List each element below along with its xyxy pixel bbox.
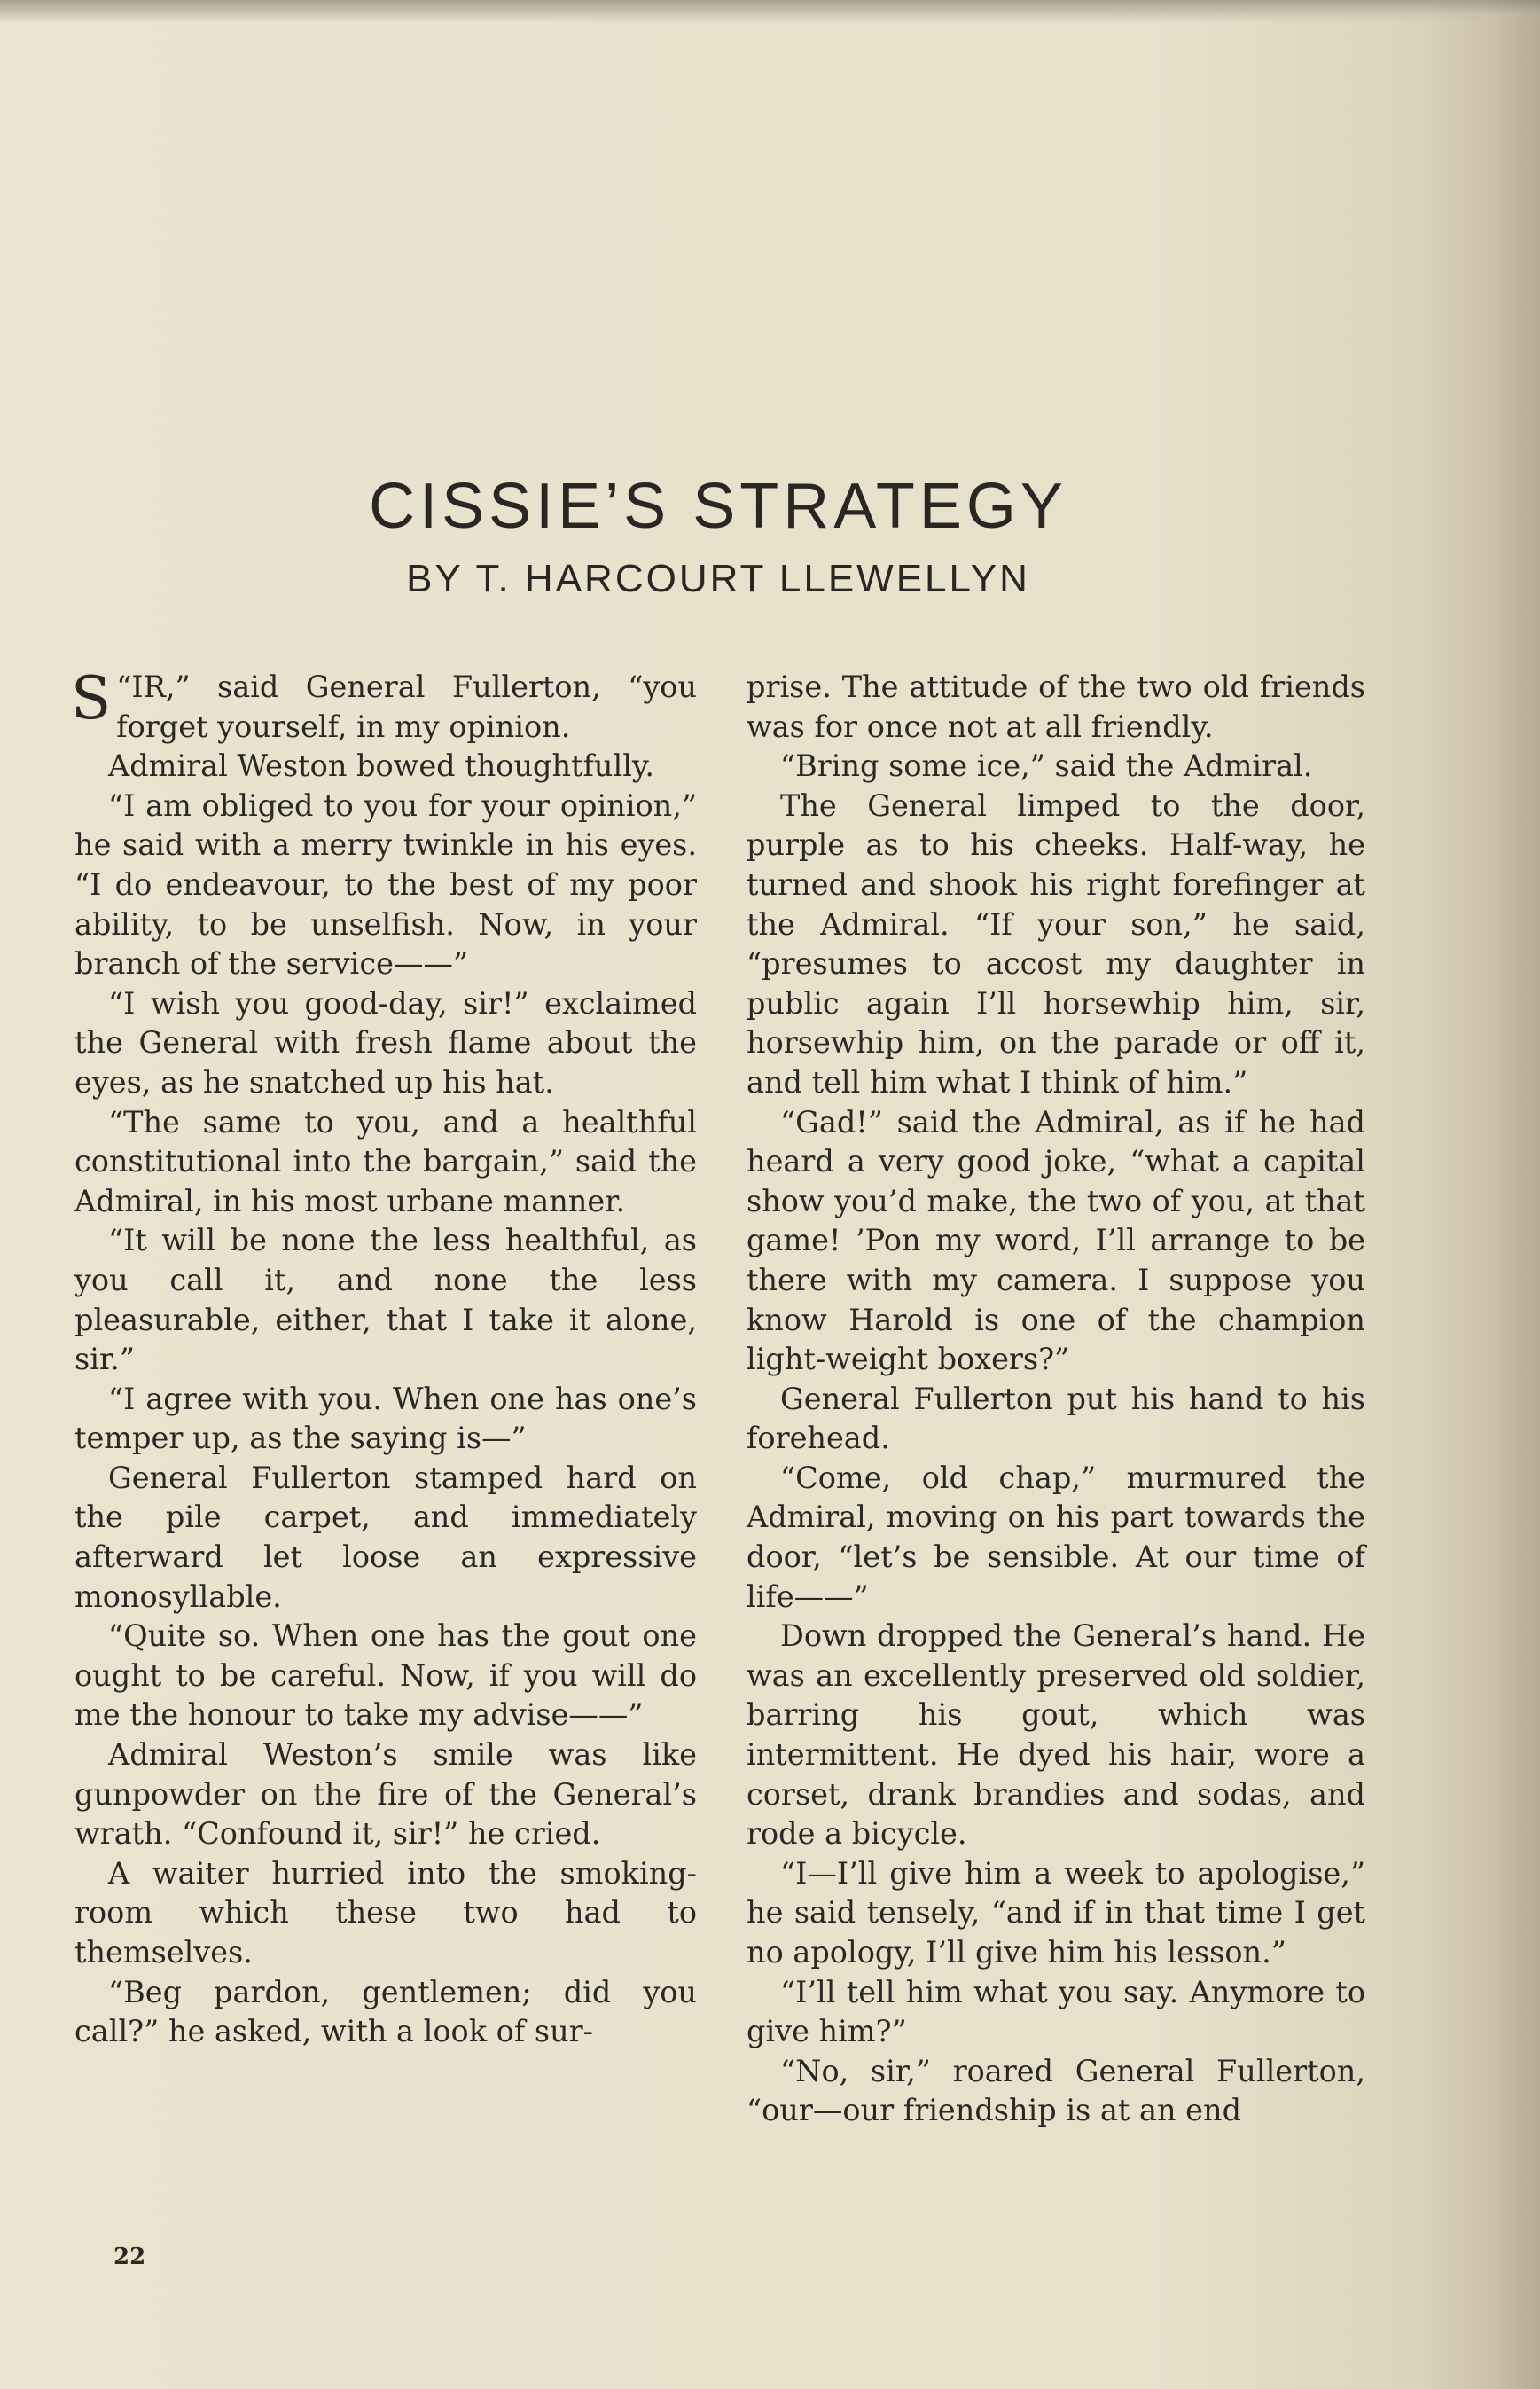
article-byline: BY T. HARCOURT LLEWELLYN [406, 557, 1030, 600]
left-paragraph-7: General Fullerton stamped hard on the pile carpet, and immediately afterward let loose an expressive monosyllable. [74, 1460, 697, 1614]
left-paragraph-1: Admiral Weston bowed thoughtfully. [108, 748, 655, 784]
opening-quote: “ [116, 670, 132, 704]
drop-cap: S [71, 664, 112, 732]
left-paragraph-6: “I agree with you. When one has one’s temper up, as the saying is—” [74, 1381, 697, 1456]
left-paragraph-2: “I am obliged to you for your opinion,” he said with a merry twinkle in his eyes. “I do endeavour, to the best of my poor ability, to be unselfish. Now, in your branch of the service——” [74, 787, 697, 982]
right-paragraph-5: “Come, old chap,” murmured the Admiral, moving on his part towards the door, “let’s be sensible. At our time of life——” [747, 1460, 1365, 1614]
right-column [747, 668, 1365, 2131]
right-paragraph-1: “Bring some ice,” said the Admiral. [780, 748, 1313, 784]
right-paragraph-6: Down dropped the General’s hand. He was an excellently preserved old soldier, barring his gout, which was intermittent. He dyed his hair, wore a corset, drank brandies and sodas, and rode a bicycle. [747, 1618, 1365, 1852]
left-paragraph-11: “Beg pardon, gentlemen; did you call?” he asked, with a look of sur- [74, 1974, 697, 2049]
article-title: CISSIE’S STRATEGY [369, 471, 1067, 543]
page-number: 22 [113, 2244, 146, 2270]
left-paragraph-3: “I wish you good-day, sir!” exclaimed the General with fresh flame about the eyes, as he snatched up his hat. [74, 985, 697, 1100]
left-paragraph-5: “It will be none the less healthful, as you call it, and none the less pleasurable, either, that I take it alone, sir.” [74, 1223, 697, 1377]
right-paragraph-7: “I—I’ll give him a week to apologise,” he said tensely, “and if in that time I get no apology, I’ll give him his lesson.” [747, 1855, 1365, 1970]
left-paragraph-8: “Quite so. When one has the gout one ought to be careful. Now, if you will do me the honour to take my advise——” [74, 1618, 697, 1733]
left-paragraph-10: A waiter hurried into the smoking-room which these two had to themselves. [74, 1855, 697, 1970]
left-paragraph-4: “The same to you, and a healthful constitutional into the bargain,” said the Admiral, in his most urbane manner. [74, 1104, 697, 1218]
page-top-edge [0, 0, 1540, 23]
right-paragraph-2: The General limped to the door, purple as to his cheeks. Half-way, he turned and shook his right forefinger at the Admiral. “If your son,” he said, “presumes to accost my daughter in public again I’ll horsewhip him, sir, horsewhip him, on the parade or off it, and tell him what I think of him.” [747, 787, 1365, 1100]
paragraph-text: IR,” said General Fullerton, “you forget yourself, in my opinion. [116, 670, 697, 744]
left-paragraph-0 [71, 664, 697, 747]
right-paragraph-8: “I’ll tell him what you say. Anymore to give him?” [747, 1974, 1365, 2049]
right-paragraph-9: “No, sir,” roared General Fullerton, “our—our friendship is at an end [747, 2053, 1365, 2128]
page-gutter-shadow [1425, 0, 1540, 2389]
left-column [71, 664, 697, 2052]
right-paragraph-4: General Fullerton put his hand to his forehead. [747, 1381, 1365, 1456]
right-paragraph-3: “Gad!” said the Admiral, as if he had heard a very good joke, “what a capital show you’d make, the two of you, at that game! ’Pon my word, I’ll arrange to be there with my camera. I suppose you know Harold is one of the champion light-weight boxers?” [747, 1104, 1365, 1377]
left-paragraph-9: Admiral Weston’s smile was like gunpowder on the fire of the General’s wrath. “Confound it, sir!” he cried. [74, 1737, 697, 1852]
right-paragraph-0: prise. The attitude of the two old friends was for once not at all friendly. [747, 670, 1365, 744]
